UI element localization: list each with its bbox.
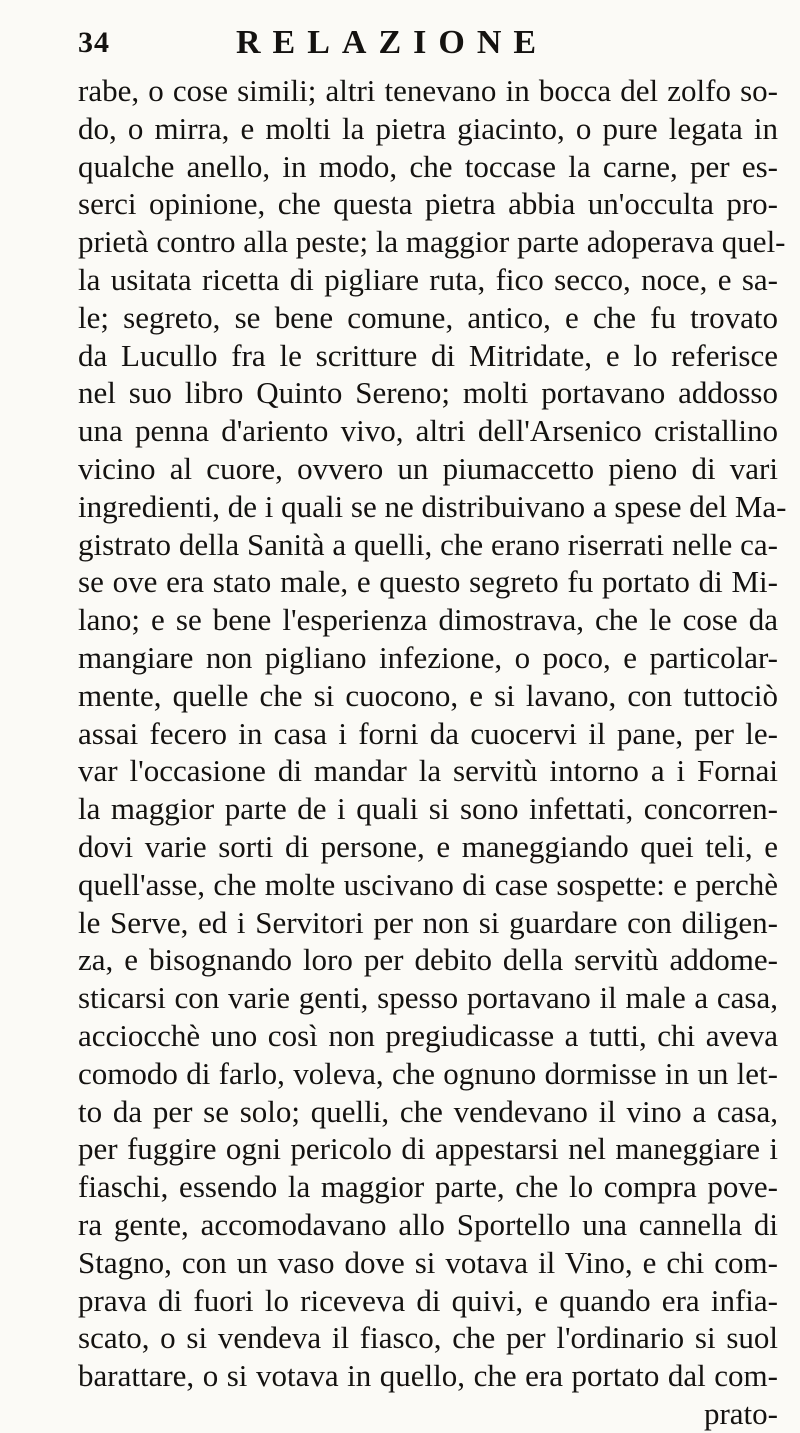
running-title: RELAZIONE	[236, 24, 549, 61]
text-line: mente, quelle che si cuocono, e si lavano, con tuttociò	[78, 677, 778, 713]
text-line: dovi varie sorti di persone, e maneggiando quei teli, e	[78, 828, 778, 864]
text-line: fiaschi, essendo la maggior parte, che lo compra pove-	[78, 1169, 778, 1205]
text-line: quell'asse, che molte uscivano di case sospette: e perchè	[78, 866, 778, 902]
text-line: barattare, o si votava in quello, che era portato dal com-	[78, 1358, 778, 1394]
text-line: scato, o si vendeva il fiasco, che per l'ordinario si suol	[78, 1320, 778, 1356]
running-head	[78, 20, 688, 68]
text-line: prietà contro alla peste; la maggior parte adoperava quel-	[78, 224, 786, 260]
text-line: var l'occasione di mandar la servitù intorno a i Fornai	[78, 753, 778, 789]
text-line: vicino al cuore, ovvero un piumaccetto pieno di vari	[78, 450, 778, 486]
text-line: gistrato della Sanità a quelli, che erano riserrati nelle ca-	[78, 526, 778, 562]
text-line: prava di fuori lo riceveva di quivi, e quando era infia-	[78, 1282, 778, 1318]
text-line: acciocchè uno così non pregiudicasse a tutti, chi aveva	[78, 1017, 778, 1053]
text-line: sticarsi con varie genti, spesso portavano il male a casa,	[78, 980, 778, 1016]
text-line: ingredienti, de i quali se ne distribuivano a spese del Ma-	[78, 488, 787, 524]
text-line: assai fecero in casa i forni da cuocervi il pane, per le-	[78, 715, 778, 751]
catchword: prato-	[703, 1395, 778, 1431]
body-text	[78, 72, 787, 1433]
text-line: la usitata ricetta di pigliare ruta, fico secco, noce, e sa-	[78, 261, 778, 297]
text-line: la maggior parte de i quali si sono infettati, concorren-	[78, 791, 778, 827]
text-line: rabe, o cose simili; altri tenevano in bocca del zolfo so-	[78, 73, 778, 108]
text-line: le; segreto, se bene comune, antico, e che fu trovato	[78, 299, 778, 335]
text-line: lano; e se bene l'esperienza dimostrava, che le cose da	[78, 602, 778, 638]
text-line: qualche anello, in modo, che toccase la carne, per es-	[78, 148, 778, 184]
text-line: per fuggire ogni pericolo di appestarsi nel maneggiare i	[78, 1131, 778, 1167]
text-line: mangiare non pigliano infezione, o poco, e particolar-	[78, 639, 778, 675]
text-line: to da per se solo; quelli, che vendevano il vino a casa,	[78, 1093, 778, 1129]
text-line: nel suo libro Quinto Sereno; molti portavano addosso	[78, 375, 778, 411]
text-line: se ove era stato male, e questo segreto fu portato di Mi-	[78, 564, 778, 600]
text-line: za, e bisognando loro per debito della servitù addome-	[78, 942, 778, 978]
text-line: Stagno, con un vaso dove si votava il Vino, e chi com-	[78, 1244, 778, 1280]
text-line: le Serve, ed i Servitori per non si guardare con diligen-	[78, 904, 778, 940]
text-line: do, o mirra, e molti la pietra giacinto, o pure legata in	[78, 110, 778, 146]
text-line: comodo di farlo, voleva, che ognuno dormisse in un let-	[78, 1055, 778, 1091]
text-line: ra gente, accomodavano allo Sportello una cannella di	[78, 1206, 778, 1242]
page-number: 34	[78, 26, 110, 59]
text-line: una penna d'ariento vivo, altri dell'Arsenico cristallino	[78, 413, 778, 449]
text-line: serci opinione, che questa pietra abbia un'occulta pro-	[78, 186, 778, 222]
text-line: da Lucullo fra le scritture di Mitridate, e lo referisce	[78, 337, 778, 373]
